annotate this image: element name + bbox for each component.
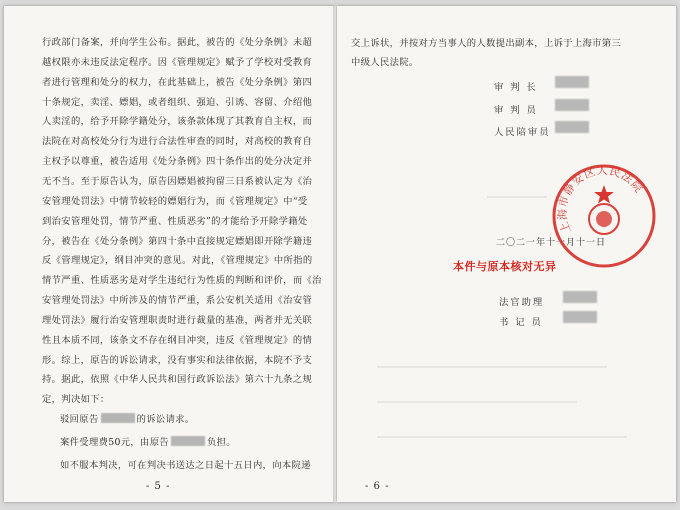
national-emblem-icon [589, 185, 619, 234]
body-text-line: 安管理处罚法》中情节较轻的嫖娼行为，而《管理规定》中“受 [42, 195, 308, 207]
bleed-through [487, 196, 547, 198]
redacted-signature [555, 121, 589, 133]
bleed-through [377, 401, 577, 403]
body-text-line: 行政部门备案，并向学生公布。据此，被告的《处分条例》未超 [42, 37, 313, 48]
signature-label-recorder: 书 记 员 [499, 317, 543, 328]
court-seal [549, 161, 659, 271]
signature-label-assessor: 人民陪审员 [494, 127, 551, 138]
verdict-line-fee: 案件受理费50元，由原告 负担。 [60, 437, 236, 448]
signature-label-clerk-assistant: 法官助理 [499, 297, 545, 308]
body-text-line: 法院在对高校处分行为进行合法性审查的同时，对高校的教育自 [42, 136, 313, 148]
body-text-line: 十条规定，卖淫、嫖娼，或者组织、强迫、引诱、容留、介绍他 [42, 96, 313, 108]
judgment-date: 二〇二一年十一月十一日 [496, 238, 607, 248]
body-text-line: 情节严重、性质恶劣是对学生违纪行为性质的判断和评价，而《治 [42, 275, 322, 287]
body-text-line: 性且本质不同，该条文不存在纲目冲突，违反《管理规定》的情 [42, 334, 313, 346]
body-text-line: 到治安管理处罚，情节严重、性质恶劣”的才能给予开除学籍处 [42, 215, 308, 227]
bleed-through [377, 436, 627, 438]
verdict-line-appeal: 如不服本判决，可在判决书送达之日起十五日内，向本院递 [60, 460, 311, 471]
body-text-line: 形。综上，原告的诉讼请求，没有事实和法律依据，本院不予支 [42, 354, 313, 366]
body-text-line: 主权予以尊重，被告适用《处分条例》四十条作出的处分决定并 [42, 156, 313, 168]
redacted-signature [555, 99, 589, 111]
certification-stamp: 本件与原本核对无异 [453, 260, 557, 273]
body-text-line: 定，判决如下： [42, 394, 110, 406]
verdict-line-dismiss: 驳回原告 的诉讼请求。 [60, 414, 195, 425]
signature-label-juror: 审 判 员 [494, 105, 538, 116]
page-number: - 5 - [146, 481, 171, 492]
body-text-line: 无不当。至于原告认为，原告因嫖娼被拘留三日系被认定为《治 [42, 175, 313, 187]
seal-text: 上海市静安区人民法院 [555, 164, 646, 235]
body-text-line: 交上诉状，并按对方当事人的人数提出副本，上诉于上海市第三 [351, 38, 622, 49]
page-number: - 6 - [365, 481, 390, 492]
redacted-name [101, 413, 135, 423]
redacted-name [171, 436, 205, 446]
body-text-line: 持。据此，依照《中华人民共和国行政诉讼法》第六十九条之规 [42, 374, 313, 386]
body-text-line: 人卖淫的，给予开除学籍处分，该条款体现了其教育自主权，而 [42, 116, 313, 128]
body-text-line: 分，被告在《处分条例》第四十条中直接规定嫖娼即开除学籍违 [42, 235, 313, 247]
redacted-signature [563, 311, 597, 323]
body-text-line: 越权限亦未违反法定程序。因《管理规定》赋予了学校对受教育 [42, 56, 313, 68]
bleed-through [377, 366, 607, 368]
body-text-line: 安管理处罚法》中所涉及的情节严重，系公安机关适用《治安管 [42, 295, 313, 307]
body-text-line: 者进行管理和处分的权力，在此基础上，被告《处分条例》第四 [42, 76, 313, 88]
signature-label-judge: 审 判 长 [494, 82, 538, 93]
body-text-line: 理处罚法》履行治安管理职责时进行裁量的基准，两者并无关联 [42, 314, 313, 326]
body-text-line: 中级人民法院。 [351, 57, 419, 68]
document-page-5 [4, 6, 335, 502]
redacted-signature [563, 291, 597, 303]
redacted-signature [555, 76, 589, 88]
body-text-line: 反《管理规定》，纲目冲突的意见。对此，《管理规定》中所指的 [42, 255, 313, 267]
document-page-6 [337, 6, 676, 502]
